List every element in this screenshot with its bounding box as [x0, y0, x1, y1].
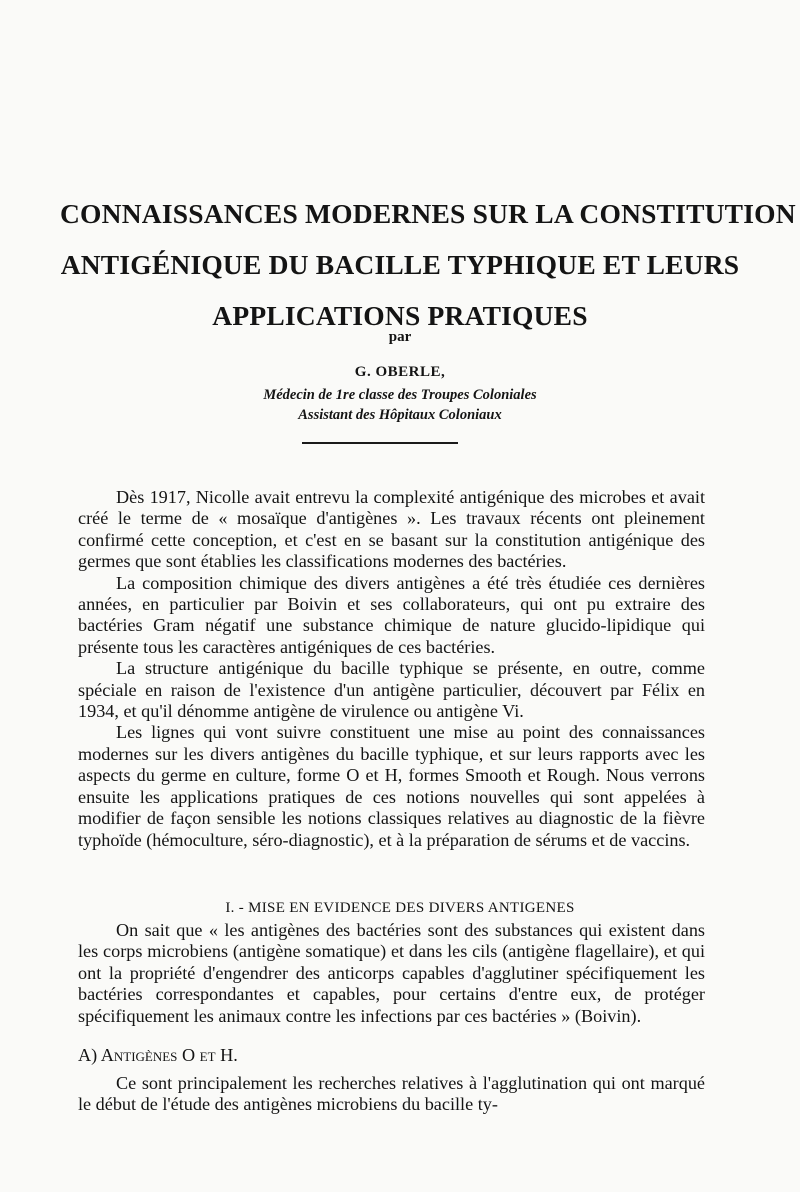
intro-body: [78, 487, 705, 851]
subsection-a-body: [78, 1073, 705, 1116]
byline-par: par: [388, 329, 412, 345]
title-line-1: CONNAISSANCES MODERNES SUR LA CONSTITUTION: [60, 198, 796, 229]
paragraph-4: Les lignes qui vont suivre constituent une mise au point des connaissances modernes sur les divers antigènes du bacille typhique, et sur leurs rapports avec les aspects du germe en culture, forme O et H, formes Smooth et Rough. Nous verrons ensuite les applications pratiques de ces notions nouvelles qui sont appelées à modifier de façon sensible les notions classiques relatives au diagnostic de la fièvre typhoïde (hémoculture, séro-diagnostic), et à la préparation de sérums et de vaccins.: [78, 722, 705, 850]
subsection-a-paragraph: Ce sont principalement les recherches relatives à l'agglutination qui ont marqué le début de l'étude des antigènes microbiens du bacille ty-: [78, 1073, 705, 1115]
paragraph-1: Dès 1917, Nicolle avait entrevu la complexité antigénique des microbes et avait créé le terme de « mosaïque d'antigènes ». Les travaux récents ont pleinement confirmé cette conception, et c'est en se basant sur la constitution antigénique des germes que sont établies les classifications modernes des bactéries.: [78, 487, 705, 572]
author-affiliation: [0, 385, 800, 425]
title-line-2: ANTIGÉNIQUE DU BACILLE TYPHIQUE ET LEURS: [60, 249, 740, 280]
section-1-body: [78, 920, 705, 1027]
section-heading-1: I. - MISE EN EVIDENCE DES DIVERS ANTIGENES: [225, 900, 575, 916]
paragraph-3: La structure antigénique du bacille typhique se présente, en outre, comme spéciale en raison de l'existence d'un antigène particulier, découvert par Félix en 1934, et qu'il dénomme antigène de virulence ou antigène Vi.: [78, 658, 705, 722]
title-divider: [302, 442, 458, 444]
subsection-heading-a: A) Antigènes O et H.: [78, 1045, 238, 1065]
section-1-paragraph: On sait que « les antigènes des bactéries sont des substances qui existent dans les corps microbiens (antigène somatique) et dans les cils (antigène flagellaire), et qui ont la propriété d'engendrer des anticorps capables d'agglutiner spécifiquement les bactéries correspondantes et capables, pour certains d'entre eux, de protéger spécifiquement les animaux contre les infections par ces bactéries » (Boivin).: [78, 920, 705, 1026]
affiliation-line-1: Médecin de 1re classe des Troupes Coloniales: [263, 387, 537, 403]
paragraph-2: La composition chimique des divers antigènes a été très étudiée ces dernières années, en particulier par Boivin et ses collaborateurs, qui ont pu extraire des bactéries Gram négatif une substance chimique de nature glucido-lipidique qui présente tous les caractères antigéniques de ces bactéries.: [78, 572, 705, 657]
title-line-3: APPLICATIONS PRATIQUES: [212, 300, 588, 331]
affiliation-line-2: Assistant des Hôpitaux Coloniaux: [298, 407, 502, 423]
article-title: [60, 188, 796, 341]
author-name: G. OBERLE,: [354, 364, 446, 380]
